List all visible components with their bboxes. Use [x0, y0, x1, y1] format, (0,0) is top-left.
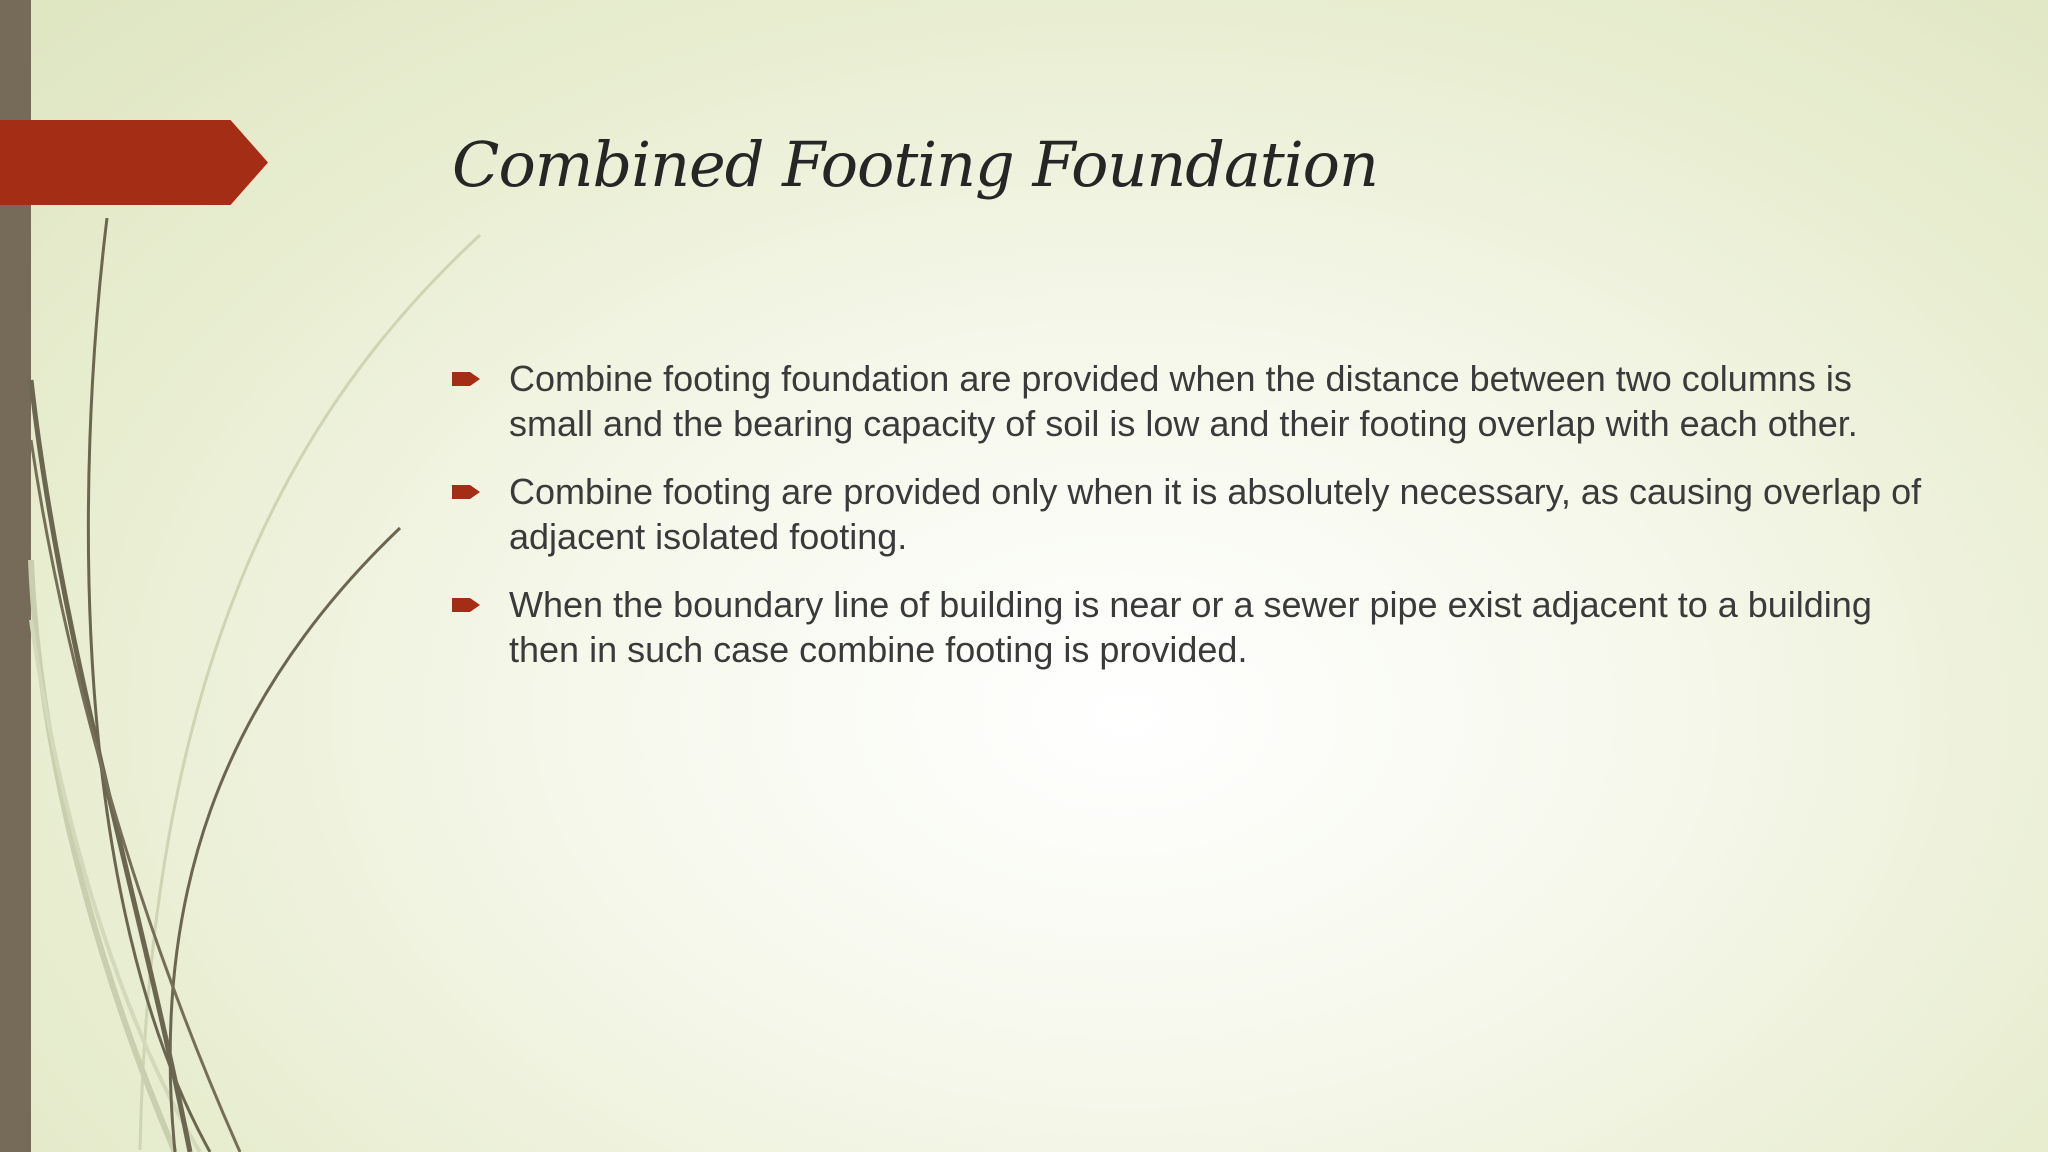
bullet-text: When the boundary line of building is near or a sewer pipe exist adjacent to a building then in such case combine footing is provided. [509, 584, 1872, 670]
arrow-bullet-icon [452, 369, 482, 389]
slide-title: Combined Footing Foundation [452, 128, 1378, 201]
bullet-item [452, 582, 1922, 672]
grass-stroke-dark [88, 218, 210, 1152]
title-arrow-banner [0, 120, 268, 205]
arrow-bullet-icon [452, 595, 482, 615]
bullet-item [452, 469, 1922, 559]
arrow-bullet-icon [452, 482, 482, 502]
bullet-list [452, 356, 1922, 695]
bullet-text: Combine footing foundation are provided when the distance between two columns is small and the bearing capacity of soil is low and their footing overlap with each other. [509, 358, 1858, 444]
bullet-text: Combine footing are provided only when it is absolutely necessary, as causing overlap of adjacent isolated footing. [509, 471, 1922, 557]
grass-stroke-light [140, 235, 480, 1150]
bullet-item [452, 356, 1922, 446]
grass-stroke-dark [170, 528, 400, 1152]
